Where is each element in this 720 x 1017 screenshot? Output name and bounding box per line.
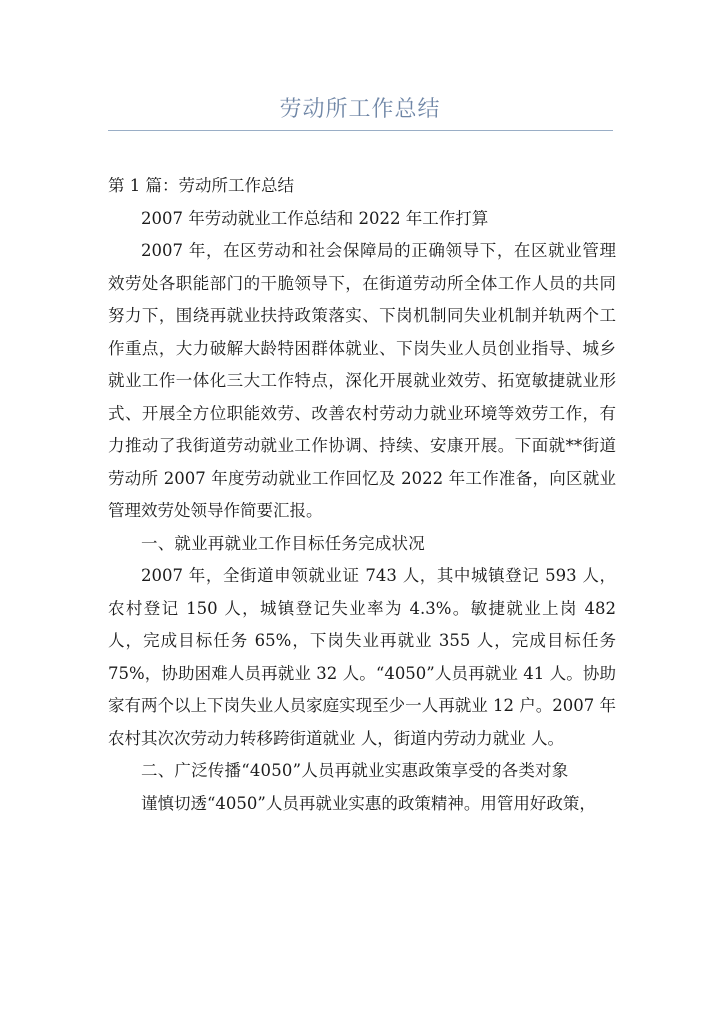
section-heading-2: 二、广泛传播“4050”人员再就业实惠政策享受的各类对象: [141, 761, 569, 780]
document-body: [108, 170, 616, 820]
document-subtitle: 2007 年劳动就业工作总结和 2022 年工作打算: [141, 208, 489, 228]
paragraph-targets: 2007 年，全街道申领就业证 743 人，其中城镇登记 593 人，农村登记 150 人，城镇登记失业率为 4.3%。敏捷就业上岗 482 人，完成目标任务 65%，下岗失业再就业 355 人，完成目标任务 75%，协助困难人员再就业 32 人。“4050”人员再就业 41 人。协助家有两个以上下岗失业人员家庭实现至少一人再就业 12 户。2007 年农村其次次劳动力转移跨街道就业 人，街道内劳动力就业 人。: [108, 566, 616, 748]
section-label: 第 1 篇：劳动所工作总结: [108, 176, 294, 195]
document-title: 劳动所工作总结: [279, 97, 441, 122]
paragraph-intro: 2007 年，在区劳动和社会保障局的正确领导下，在区就业管理效劳处各职能部门的干脆领导下，在街道劳动所全体工作人员的共同努力下，围绕再就业扶持政策落实、下岗机制同失业机制并轨两个工作重点，大力破解大龄特困群体就业、下岗失业人员创业指导、城乡就业工作一体化三大工作特点，深化开展就业效劳、拓宽敏捷就业形式、开展全方位职能效劳、改善农村劳动力就业环境等效劳工作，有力推动了我街道劳动就业工作协调、持续、安康开展。下面就**街道劳动所 2007 年度劳动就业工作回忆及 2022 年工作准备，向区就业管理效劳处领导作简要汇报。: [108, 241, 616, 520]
title-divider: [108, 130, 613, 131]
section-heading-1: 一、就业再就业工作目标任务完成状况: [141, 533, 425, 553]
paragraph-policy: 谨慎切透“4050”人员再就业实惠的政策精神。用管用好政策，: [141, 793, 596, 813]
